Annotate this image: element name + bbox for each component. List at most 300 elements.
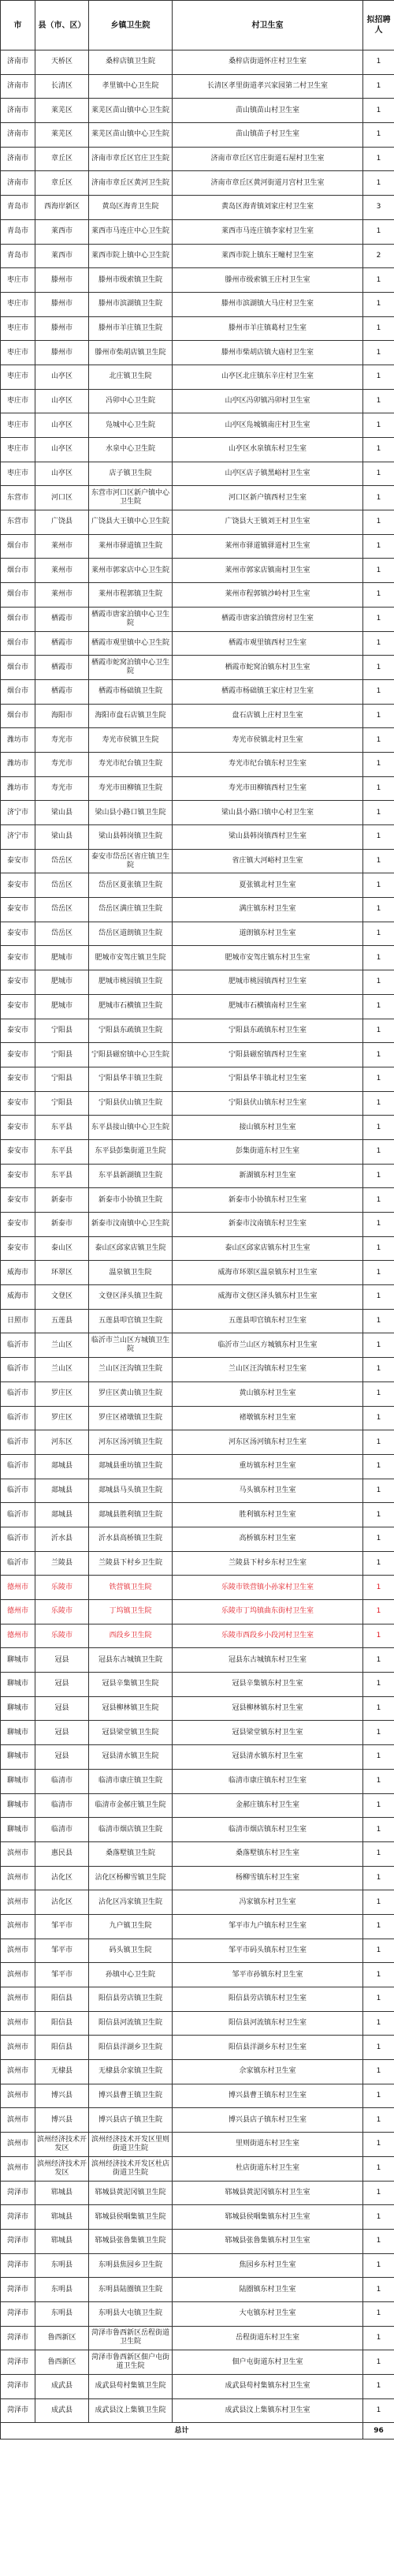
cell-city: 日照市 xyxy=(1,1309,35,1333)
table-row xyxy=(1,2375,394,2399)
cell-township: 无棣县佘家镇卫生院 xyxy=(89,2060,173,2084)
cell-city: 临沂市 xyxy=(1,1430,35,1455)
cell-city: 济南市 xyxy=(1,147,35,171)
cell-clinic: 栖霞市唐家泊镇营房村卫生室 xyxy=(173,607,363,631)
cell-clinic: 博兴县曹王镇东村卫生室 xyxy=(173,2084,363,2108)
cell-count: 3 xyxy=(363,196,394,220)
cell-county: 山亭区 xyxy=(35,438,89,462)
cell-city: 枣庄市 xyxy=(1,316,35,341)
cell-city: 聊城市 xyxy=(1,1769,35,1793)
cell-city: 济宁市 xyxy=(1,825,35,850)
table-row xyxy=(1,1261,394,1285)
cell-county: 寿光市 xyxy=(35,752,89,776)
cell-township: 郯城县重坊镇卫生院 xyxy=(89,1454,173,1479)
cell-township: 岱岳区夏张镇卫生院 xyxy=(89,873,173,898)
cell-clinic: 宁阳县东疏镇东村卫生室 xyxy=(173,1019,363,1043)
cell-city: 泰安市 xyxy=(1,1139,35,1164)
cell-count: 1 xyxy=(363,1067,394,1091)
cell-township: 莱州市驿道镇卫生院 xyxy=(89,534,173,559)
cell-county: 乐陵市 xyxy=(35,1624,89,1648)
cell-township: 水泉中心卫生院 xyxy=(89,438,173,462)
cell-city: 枣庄市 xyxy=(1,389,35,413)
cell-county: 乐陵市 xyxy=(35,1600,89,1624)
cell-clinic: 威海市环翠区温泉镇东村卫生室 xyxy=(173,1261,363,1285)
cell-city: 滨州市 xyxy=(1,1914,35,1939)
cell-clinic: 山亭区水泉镇东村卫生室 xyxy=(173,438,363,462)
cell-city: 德州市 xyxy=(1,1624,35,1648)
cell-city: 泰安市 xyxy=(1,898,35,922)
table-row xyxy=(1,316,394,341)
cell-county: 章丘区 xyxy=(35,171,89,196)
cell-count: 1 xyxy=(363,2060,394,2084)
table-row xyxy=(1,2133,394,2157)
cell-clinic: 金郝庄镇东村卫生室 xyxy=(173,1793,363,1818)
cell-township: 阳信县劳店镇卫生院 xyxy=(89,1987,173,2012)
cell-township: 温泉镇卫生院 xyxy=(89,1261,173,1285)
table-row xyxy=(1,171,394,196)
cell-city: 烟台市 xyxy=(1,631,35,656)
cell-city: 滨州市 xyxy=(1,1939,35,1963)
cell-city: 临沂市 xyxy=(1,1454,35,1479)
cell-township: 济南市章丘区黄河卫生院 xyxy=(89,171,173,196)
cell-township: 济南市章丘区官庄卫生院 xyxy=(89,147,173,171)
cell-clinic: 泰山区邱家店镇东村卫生室 xyxy=(173,1236,363,1261)
cell-township: 新泰市小协镇卫生院 xyxy=(89,1188,173,1213)
cell-city: 滨州市 xyxy=(1,1866,35,1890)
cell-count: 1 xyxy=(363,2156,394,2181)
cell-clinic: 广饶县大王镇刘王村卫生室 xyxy=(173,510,363,535)
cell-township: 冠县柳林镇卫生院 xyxy=(89,1696,173,1721)
cell-count: 1 xyxy=(363,2229,394,2253)
cell-township: 菏泽市鲁西新区岳程街道卫生院 xyxy=(89,2326,173,2350)
cell-city: 泰安市 xyxy=(1,1164,35,1188)
cell-count: 1 xyxy=(363,389,394,413)
table-row xyxy=(1,486,394,510)
cell-county: 博兴县 xyxy=(35,2084,89,2108)
cell-county: 寿光市 xyxy=(35,776,89,801)
cell-clinic: 乐陵市铁营镇小孙家村卫生室 xyxy=(173,1576,363,1600)
cell-township: 郯城县马头镇卫生院 xyxy=(89,1479,173,1503)
cell-township: 兰陵县下村乡卫生院 xyxy=(89,1551,173,1576)
cell-county: 莱芜区 xyxy=(35,99,89,123)
cell-township: 莱西市马连庄中心卫生院 xyxy=(89,219,173,244)
cell-township: 河东区汤河镇卫生院 xyxy=(89,1430,173,1455)
table-header xyxy=(1,1,394,50)
table-row xyxy=(1,2156,394,2181)
cell-count: 1 xyxy=(363,219,394,244)
cell-county: 兰山区 xyxy=(35,1333,89,1358)
cell-county: 沾化区 xyxy=(35,1866,89,1890)
table-row xyxy=(1,1987,394,2012)
cell-township: 孝里镇中心卫生院 xyxy=(89,74,173,99)
cell-city: 青岛市 xyxy=(1,244,35,268)
table-row xyxy=(1,559,394,583)
cell-clinic: 冠县梁堂镇东村卫生室 xyxy=(173,1721,363,1745)
table-row xyxy=(1,1479,394,1503)
table-row xyxy=(1,2229,394,2253)
table-row xyxy=(1,2181,394,2205)
cell-township: 东明县焦园乡卫生院 xyxy=(89,2253,173,2278)
cell-clinic: 胜利镇东村卫生室 xyxy=(173,1503,363,1527)
table-row xyxy=(1,946,394,970)
table-row xyxy=(1,2253,394,2278)
cell-clinic: 寿光市侯镇北村卫生室 xyxy=(173,728,363,753)
cell-county: 郓城县 xyxy=(35,2205,89,2230)
cell-count: 1 xyxy=(363,1769,394,1793)
cell-county: 阳信县 xyxy=(35,2011,89,2036)
table-row xyxy=(1,1188,394,1213)
cell-count: 1 xyxy=(363,849,394,873)
cell-township: 梁山县韩岗镇卫生院 xyxy=(89,825,173,850)
cell-clinic: 里则街道东村卫生室 xyxy=(173,2133,363,2157)
cell-count: 1 xyxy=(363,268,394,293)
table-row xyxy=(1,534,394,559)
cell-county: 宁阳县 xyxy=(35,1019,89,1043)
cell-count: 1 xyxy=(363,1987,394,2012)
cell-county: 鲁西新区 xyxy=(35,2326,89,2350)
cell-count: 2 xyxy=(363,244,394,268)
cell-clinic: 苗山镇苗子村卫生室 xyxy=(173,123,363,148)
cell-county: 天桥区 xyxy=(35,50,89,75)
cell-clinic: 岳程街道东村卫生室 xyxy=(173,2326,363,2350)
cell-city: 济南市 xyxy=(1,50,35,75)
cell-township: 码头镇卫生院 xyxy=(89,1939,173,1963)
cell-count: 1 xyxy=(363,1841,394,1866)
cell-township: 东平县彭集街道卫生院 xyxy=(89,1139,173,1164)
table-row xyxy=(1,50,394,75)
cell-count: 1 xyxy=(363,752,394,776)
cell-township: 滕州市柴胡店镇卫生院 xyxy=(89,341,173,365)
cell-county: 临清市 xyxy=(35,1769,89,1793)
cell-township: 栖霞市唐家泊镇中心卫生院 xyxy=(89,607,173,631)
cell-city: 菏泽市 xyxy=(1,2350,35,2375)
cell-count: 1 xyxy=(363,1285,394,1310)
cell-city: 菏泽市 xyxy=(1,2205,35,2230)
cell-count: 1 xyxy=(363,1551,394,1576)
cell-township: 肥城市石横镇卫生院 xyxy=(89,994,173,1019)
cell-city: 威海市 xyxy=(1,1285,35,1310)
cell-township: 孙镇中心卫生院 xyxy=(89,1963,173,1987)
cell-count: 1 xyxy=(363,679,394,704)
cell-township: 阳信县河流镇卫生院 xyxy=(89,2011,173,2036)
cell-county: 滕州市 xyxy=(35,292,89,316)
cell-clinic: 寿光市纪台镇东村卫生室 xyxy=(173,752,363,776)
cell-township: 宁阳县华丰镇卫生院 xyxy=(89,1067,173,1091)
cell-clinic: 滕州市柴胡店镇大庙村卫生室 xyxy=(173,341,363,365)
cell-clinic: 满庄镇东村卫生室 xyxy=(173,898,363,922)
cell-city: 潍坊市 xyxy=(1,752,35,776)
cell-count: 1 xyxy=(363,510,394,535)
cell-clinic: 高桥镇东村卫生室 xyxy=(173,1527,363,1551)
cell-county: 宁阳县 xyxy=(35,1043,89,1067)
cell-clinic: 宁阳县伏山镇东村卫生室 xyxy=(173,1091,363,1116)
cell-count: 1 xyxy=(363,1479,394,1503)
table-row xyxy=(1,123,394,148)
cell-count: 1 xyxy=(363,1139,394,1164)
cell-city: 菏泽市 xyxy=(1,2301,35,2326)
cell-city: 滨州市 xyxy=(1,2133,35,2157)
cell-city: 聊城市 xyxy=(1,1818,35,1842)
cell-county: 肥城市 xyxy=(35,970,89,995)
cell-township: 郓城县张鲁集镇卫生院 xyxy=(89,2229,173,2253)
cell-count: 1 xyxy=(363,1793,394,1818)
cell-county: 莱西市 xyxy=(35,219,89,244)
cell-clinic: 宁阳县华丰镇北村卫生室 xyxy=(173,1067,363,1091)
cell-clinic: 新湖镇东村卫生室 xyxy=(173,1164,363,1188)
cell-township: 冠县清水镇卫生院 xyxy=(89,1745,173,1770)
cell-township: 广饶县大王镇中心卫生院 xyxy=(89,510,173,535)
cell-county: 长清区 xyxy=(35,74,89,99)
cell-clinic: 重坊镇东村卫生室 xyxy=(173,1454,363,1479)
cell-count: 1 xyxy=(363,559,394,583)
cell-clinic: 阳信县劳店镇东村卫生室 xyxy=(173,1987,363,2012)
cell-township: 郓城县黄泥冈镇卫生院 xyxy=(89,2181,173,2205)
cell-clinic: 成武县苟村集镇东村卫生室 xyxy=(173,2375,363,2399)
cell-township: 九户镇卫生院 xyxy=(89,1914,173,1939)
cell-city: 烟台市 xyxy=(1,679,35,704)
cell-township: 滨州经济技术开发区杜店街道卫生院 xyxy=(89,2156,173,2181)
cell-township: 冯卯中心卫生院 xyxy=(89,389,173,413)
table-row xyxy=(1,413,394,438)
table-row xyxy=(1,898,394,922)
cell-county: 山亭区 xyxy=(35,365,89,389)
cell-county: 兰山区 xyxy=(35,1358,89,1382)
cell-clinic: 威海市文登区泽头镇东村卫生室 xyxy=(173,1285,363,1310)
table-row xyxy=(1,1696,394,1721)
cell-count: 1 xyxy=(363,801,394,825)
cell-county: 山亭区 xyxy=(35,462,89,486)
table-row xyxy=(1,389,394,413)
cell-count: 1 xyxy=(363,2326,394,2350)
cell-clinic: 冠县清水镇东村卫生室 xyxy=(173,1745,363,1770)
table-row xyxy=(1,268,394,293)
cell-city: 烟台市 xyxy=(1,583,35,608)
cell-city: 临沂市 xyxy=(1,1527,35,1551)
table-row xyxy=(1,873,394,898)
cell-county: 冠县 xyxy=(35,1721,89,1745)
table-row xyxy=(1,922,394,946)
cell-count: 1 xyxy=(363,825,394,850)
cell-township: 丁坞镇卫生院 xyxy=(89,1600,173,1624)
cell-clinic: 宁阳县磁窑镇西村卫生室 xyxy=(173,1043,363,1067)
table-row xyxy=(1,1381,394,1406)
cell-township: 郯城县胜利镇卫生院 xyxy=(89,1503,173,1527)
cell-city: 菏泽市 xyxy=(1,2229,35,2253)
cell-county: 邹平市 xyxy=(35,1939,89,1963)
table-row xyxy=(1,341,394,365)
cell-county: 莱州市 xyxy=(35,559,89,583)
cell-clinic: 阳信县洋湖乡东村卫生室 xyxy=(173,2036,363,2060)
table-row xyxy=(1,752,394,776)
cell-city: 烟台市 xyxy=(1,559,35,583)
cell-city: 滨州市 xyxy=(1,2108,35,2133)
table-row xyxy=(1,1406,394,1430)
cell-township: 肥城市安驾庄镇卫生院 xyxy=(89,946,173,970)
cell-clinic: 黄山镇东村卫生室 xyxy=(173,1381,363,1406)
cell-count: 1 xyxy=(363,898,394,922)
table-row xyxy=(1,1745,394,1770)
cell-city: 聊城市 xyxy=(1,1673,35,1697)
cell-count: 1 xyxy=(363,292,394,316)
cell-count: 1 xyxy=(363,1430,394,1455)
table-row xyxy=(1,1793,394,1818)
cell-township: 阳信县洋湖乡卫生院 xyxy=(89,2036,173,2060)
cell-county: 滕州市 xyxy=(35,268,89,293)
cell-count: 1 xyxy=(363,2133,394,2157)
cell-county: 东明县 xyxy=(35,2301,89,2326)
cell-count: 1 xyxy=(363,2084,394,2108)
cell-township: 临沂市兰山区方城镇卫生院 xyxy=(89,1333,173,1358)
cell-clinic: 郓城县黄泥冈镇东村卫生室 xyxy=(173,2181,363,2205)
table-row xyxy=(1,510,394,535)
cell-city: 泰安市 xyxy=(1,946,35,970)
cell-township: 成武县汶上集镇卫生院 xyxy=(89,2398,173,2423)
cell-township: 海阳市盘石店镇卫生院 xyxy=(89,704,173,728)
cell-county: 无棣县 xyxy=(35,2060,89,2084)
table-row xyxy=(1,1503,394,1527)
cell-county: 阳信县 xyxy=(35,1987,89,2012)
cell-county: 山亭区 xyxy=(35,413,89,438)
cell-city: 枣庄市 xyxy=(1,462,35,486)
cell-clinic: 冠县辛集镇东村卫生室 xyxy=(173,1673,363,1697)
table-row xyxy=(1,1019,394,1043)
table-row xyxy=(1,1285,394,1310)
cell-city: 泰安市 xyxy=(1,1236,35,1261)
table-row xyxy=(1,1164,394,1188)
cell-city: 临沂市 xyxy=(1,1358,35,1382)
cell-county: 博兴县 xyxy=(35,2108,89,2133)
table-row xyxy=(1,1116,394,1140)
cell-clinic: 栖霞市观里镇西村卫生室 xyxy=(173,631,363,656)
table-row xyxy=(1,219,394,244)
cell-count: 1 xyxy=(363,1164,394,1188)
cell-county: 章丘区 xyxy=(35,147,89,171)
cell-township: 郓城县侯咽集镇卫生院 xyxy=(89,2205,173,2230)
cell-county: 海阳市 xyxy=(35,704,89,728)
cell-township: 寿光市纪台镇卫生院 xyxy=(89,752,173,776)
cell-county: 滕州市 xyxy=(35,341,89,365)
cell-county: 阳信县 xyxy=(35,2036,89,2060)
cell-clinic: 冠县柳林镇东村卫生室 xyxy=(173,1696,363,1721)
cell-county: 寿光市 xyxy=(35,728,89,753)
cell-clinic: 郓城县张鲁集镇东村卫生室 xyxy=(173,2229,363,2253)
cell-count: 1 xyxy=(363,123,394,148)
cell-city: 滨州市 xyxy=(1,1841,35,1866)
cell-township: 沾化区冯家镇卫生院 xyxy=(89,1890,173,1915)
cell-city: 泰安市 xyxy=(1,1019,35,1043)
table-body xyxy=(1,50,394,2423)
cell-city: 烟台市 xyxy=(1,607,35,631)
cell-count: 1 xyxy=(363,2181,394,2205)
cell-city: 威海市 xyxy=(1,1261,35,1285)
cell-county: 冠县 xyxy=(35,1745,89,1770)
table-row xyxy=(1,1430,394,1455)
cell-count: 1 xyxy=(363,1576,394,1600)
cell-count: 1 xyxy=(363,2301,394,2326)
cell-township: 黄岛区海青卫生院 xyxy=(89,196,173,220)
cell-city: 泰安市 xyxy=(1,873,35,898)
cell-county: 岱岳区 xyxy=(35,849,89,873)
table-row xyxy=(1,1551,394,1576)
cell-count: 1 xyxy=(363,1381,394,1406)
cell-clinic: 博兴县店子镇东村卫生室 xyxy=(173,2108,363,2133)
cell-count: 1 xyxy=(363,704,394,728)
table-row xyxy=(1,1914,394,1939)
cell-township: 宁阳县磁窑镇中心卫生院 xyxy=(89,1043,173,1067)
cell-clinic: 梁山县小路口镇中心村卫生室 xyxy=(173,801,363,825)
cell-clinic: 临清市烟店镇东村卫生室 xyxy=(173,1818,363,1842)
cell-township: 莱州市程郭镇卫生院 xyxy=(89,583,173,608)
cell-city: 临沂市 xyxy=(1,1551,35,1576)
cell-count: 1 xyxy=(363,1019,394,1043)
cell-clinic: 郓城县侯咽集镇东村卫生室 xyxy=(173,2205,363,2230)
cell-count: 1 xyxy=(363,1673,394,1697)
cell-city: 聊城市 xyxy=(1,1696,35,1721)
cell-city: 德州市 xyxy=(1,1576,35,1600)
table-row xyxy=(1,2108,394,2133)
table-row xyxy=(1,583,394,608)
cell-clinic: 大屯镇东村卫生室 xyxy=(173,2301,363,2326)
cell-township: 莱州市郭家店中心卫生院 xyxy=(89,559,173,583)
cell-count: 1 xyxy=(363,147,394,171)
cell-city: 聊城市 xyxy=(1,1745,35,1770)
table-row xyxy=(1,1576,394,1600)
cell-county: 冠县 xyxy=(35,1673,89,1697)
table-row xyxy=(1,1769,394,1793)
cell-county: 河东区 xyxy=(35,1430,89,1455)
cell-township: 五莲县叩官镇卫生院 xyxy=(89,1309,173,1333)
cell-count: 1 xyxy=(363,583,394,608)
cell-clinic: 佘家镇东村卫生室 xyxy=(173,2060,363,2084)
cell-county: 梁山县 xyxy=(35,825,89,850)
header-city: 市 xyxy=(1,1,35,50)
table-row xyxy=(1,1067,394,1091)
cell-count: 1 xyxy=(363,50,394,75)
cell-county: 新泰市 xyxy=(35,1213,89,1237)
cell-city: 泰安市 xyxy=(1,970,35,995)
cell-count: 1 xyxy=(363,1527,394,1551)
cell-count: 1 xyxy=(363,1600,394,1624)
cell-county: 泰山区 xyxy=(35,1236,89,1261)
cell-city: 德州市 xyxy=(1,1600,35,1624)
cell-count: 1 xyxy=(363,1236,394,1261)
cell-clinic: 滕州市滨湖镇大马庄村卫生室 xyxy=(173,292,363,316)
cell-count: 1 xyxy=(363,1358,394,1382)
cell-count: 1 xyxy=(363,970,394,995)
cell-count: 1 xyxy=(363,534,394,559)
cell-township: 新泰市汶南镇中心卫生院 xyxy=(89,1213,173,1237)
cell-count: 1 xyxy=(363,2398,394,2423)
cell-township: 滕州市级索镇卫生院 xyxy=(89,268,173,293)
cell-county: 东平县 xyxy=(35,1164,89,1188)
table-row xyxy=(1,656,394,680)
cell-count: 1 xyxy=(363,1333,394,1358)
cell-city: 滨州市 xyxy=(1,2011,35,2036)
cell-township: 铁营镇卫生院 xyxy=(89,1576,173,1600)
header-township: 乡镇卫生院 xyxy=(89,1,173,50)
cell-count: 1 xyxy=(363,1188,394,1213)
cell-clinic: 兰陵县下村乡东村卫生室 xyxy=(173,1551,363,1576)
table-row xyxy=(1,607,394,631)
cell-clinic: 杨柳雪镇东村卫生室 xyxy=(173,1866,363,1890)
cell-city: 济南市 xyxy=(1,123,35,148)
cell-count: 1 xyxy=(363,341,394,365)
cell-township: 店子镇卫生院 xyxy=(89,462,173,486)
cell-city: 枣庄市 xyxy=(1,292,35,316)
table-row xyxy=(1,2036,394,2060)
cell-clinic: 冠县东古城镇东村卫生室 xyxy=(173,1648,363,1673)
cell-city: 枣庄市 xyxy=(1,341,35,365)
